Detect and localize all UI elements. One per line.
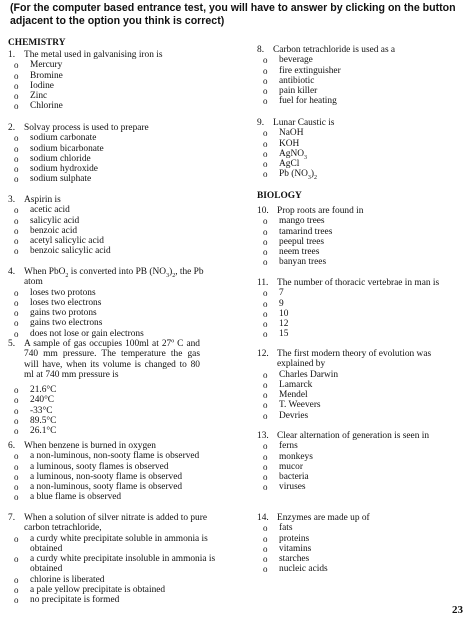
option-item[interactable]: o fats — [263, 523, 293, 534]
option-item[interactable]: o fuel for heating — [263, 96, 337, 107]
question-stem: Lunar Caustic is — [273, 118, 335, 128]
option-bullet-icon[interactable]: o — [14, 405, 19, 416]
question-number: 5. — [8, 339, 16, 349]
option-bullet-icon[interactable]: o — [263, 533, 268, 544]
option-item[interactable]: o 15 — [263, 329, 289, 340]
options-list — [8, 385, 218, 436]
question-8 — [257, 45, 469, 107]
question-stem: Prop roots are found in — [277, 206, 364, 216]
options-list — [257, 523, 469, 574]
option-item[interactable]: o NaOH — [263, 128, 304, 139]
option-item[interactable]: o a non-luminous, non-sooty flame is observed — [14, 451, 200, 462]
option-item[interactable]: o 26.1°C — [14, 426, 57, 437]
option-bullet-icon[interactable]: o — [263, 451, 268, 462]
option-bullet-icon[interactable]: o — [14, 585, 19, 596]
option-item[interactable]: o sodium bicarbonate — [14, 143, 104, 154]
option-bullet-icon[interactable]: o — [263, 461, 268, 472]
option-bullet-icon[interactable]: o — [14, 60, 19, 71]
option-item[interactable]: o sodium carbonate — [14, 133, 97, 144]
option-bullet-icon[interactable]: o — [14, 133, 19, 144]
option-item[interactable]: o 7 — [263, 288, 284, 299]
question-number: 4. — [8, 267, 16, 277]
option-item[interactable]: o Mercury — [14, 60, 63, 71]
question-stem: When a solution of silver nitrate is added to pure carbon tetrachloride, — [24, 513, 208, 534]
option-bullet-icon[interactable]: o — [14, 328, 19, 339]
option-item[interactable]: o Pb $(NO_3)_2$ — [263, 169, 318, 182]
option-item[interactable]: o -33°C — [14, 405, 53, 416]
option-item[interactable]: o Mendel — [263, 390, 308, 401]
options-list — [8, 205, 218, 256]
option-bullet-icon[interactable]: o — [14, 471, 19, 482]
option-bullet-icon[interactable]: o — [14, 174, 19, 185]
option-item[interactable]: o banyan trees — [263, 257, 327, 268]
option-bullet-icon[interactable]: o — [14, 533, 19, 544]
option-item[interactable]: o bacteria — [263, 472, 309, 483]
option-item[interactable]: o AgCl — [263, 159, 300, 170]
option-item[interactable]: o ferns — [263, 441, 298, 452]
question-stem: Clear alternation of generation is seen in — [277, 431, 430, 441]
option-item[interactable]: o salicylic acid — [14, 215, 80, 226]
option-item[interactable]: o 12 — [263, 319, 289, 330]
question-number: 3. — [8, 195, 16, 205]
question-stem: A sample of gas occupies 100ml at 27º C and 740 mm pressure. The temperature the gas will have, when its volume is changed to 80 ml at 740 mm pressure is — [24, 339, 200, 380]
option-bullet-icon[interactable]: o — [14, 70, 19, 81]
option-bullet-icon[interactable]: o — [263, 390, 268, 401]
option-item[interactable]: o does not lose or gain electrons — [14, 328, 144, 339]
option-bullet-icon[interactable]: o — [14, 426, 19, 437]
option-item[interactable]: o benzoic salicylic acid — [14, 246, 111, 257]
option-bullet-icon[interactable]: o — [263, 247, 268, 258]
options-list — [257, 128, 469, 182]
option-bullet-icon[interactable]: o — [263, 55, 268, 66]
question-4 — [8, 267, 218, 339]
option-item[interactable]: o Bromine — [14, 70, 63, 81]
question-stem: When benzene is burned in oxygen — [24, 441, 156, 451]
option-item[interactable]: o mango trees — [263, 216, 325, 227]
option-item[interactable]: o fire extinguisher — [263, 65, 341, 76]
option-item[interactable]: o neem trees — [263, 247, 320, 258]
option-bullet-icon[interactable]: o — [263, 86, 268, 97]
option-bullet-icon[interactable]: o — [263, 169, 268, 180]
option-bullet-icon[interactable]: o — [14, 153, 19, 164]
option-item[interactable]: o KOH — [263, 138, 300, 149]
page-number: 23 — [452, 604, 463, 616]
question-stem: Solvay process is used to prepare — [24, 123, 149, 133]
option-item[interactable]: o Chlorine — [14, 101, 63, 112]
option-bullet-icon[interactable]: o — [263, 236, 268, 247]
option-item[interactable]: o acetyl salicylic acid — [14, 236, 104, 247]
question-stem: The first modern theory of evolution was explained by — [277, 349, 432, 370]
question-stem: Carbon tetrachloride is used as a — [273, 45, 396, 55]
options-list — [8, 534, 218, 606]
option-item[interactable]: o no precipitate is formed — [14, 595, 120, 606]
option-bullet-icon[interactable]: o — [263, 308, 268, 319]
question-number: 12. — [257, 349, 269, 359]
question-13 — [257, 431, 469, 493]
option-bullet-icon[interactable]: o — [14, 461, 19, 472]
option-bullet-icon[interactable]: o — [263, 96, 268, 107]
options-list — [8, 133, 218, 184]
option-item[interactable]: o beverage — [263, 55, 313, 66]
option-bullet-icon[interactable]: o — [263, 482, 268, 493]
option-bullet-icon[interactable]: o — [263, 159, 268, 170]
options-list — [8, 288, 218, 339]
option-bullet-icon[interactable]: o — [263, 523, 268, 534]
option-bullet-icon[interactable]: o — [263, 369, 268, 380]
option-item[interactable]: o a curdy white precipitate soluble in ammonia is obtained — [14, 533, 208, 554]
option-item[interactable]: o vitamins — [263, 543, 312, 554]
option-item[interactable]: o 9 — [263, 298, 284, 309]
option-item[interactable]: o pain killer — [263, 86, 318, 97]
option-bullet-icon[interactable]: o — [263, 257, 268, 268]
option-item[interactable]: o gains two electrons — [14, 318, 103, 329]
option-bullet-icon[interactable]: o — [263, 554, 268, 565]
option-item[interactable]: o acetic acid — [14, 205, 70, 216]
question-number: 1. — [8, 50, 16, 60]
question-11 — [257, 278, 469, 340]
question-6 — [8, 441, 218, 503]
option-bullet-icon[interactable]: o — [263, 138, 268, 149]
option-bullet-icon[interactable]: o — [14, 236, 19, 247]
option-bullet-icon[interactable]: o — [14, 574, 19, 585]
option-item[interactable]: o loses two electrons — [14, 297, 102, 308]
option-item[interactable]: o 89.5°C — [14, 416, 57, 427]
question-number: 13. — [257, 431, 269, 441]
option-bullet-icon[interactable]: o — [14, 80, 19, 91]
question-number: 9. — [257, 118, 265, 128]
question-stem: When PbO$_2$ is converted into PB $(NO_3)_2$, the Pb atom — [24, 267, 204, 288]
option-bullet-icon[interactable]: o — [14, 385, 19, 396]
options-list — [257, 288, 469, 339]
question-stem: Enzymes are made up of — [277, 513, 370, 523]
option-item[interactable]: o 240°C — [14, 395, 55, 406]
option-bullet-icon[interactable]: o — [14, 246, 19, 257]
question-stem: The metal used in galvanising iron is — [24, 50, 163, 60]
question-9 — [257, 118, 469, 180]
option-item[interactable]: o a blue flame is observed — [14, 492, 122, 503]
option-item[interactable]: o sodium hydroxide — [14, 164, 98, 175]
question-3 — [8, 195, 218, 257]
options-list — [257, 216, 469, 267]
question-5 — [8, 339, 218, 437]
option-bullet-icon[interactable]: o — [14, 225, 19, 236]
question-number: 14. — [257, 513, 269, 523]
option-item[interactable]: o AgNO$_3$ — [263, 148, 307, 161]
option-item[interactable]: o a pale yellow precipitate is obtained — [14, 585, 166, 596]
options-list — [257, 441, 469, 492]
option-item[interactable]: o benzoic acid — [14, 225, 78, 236]
option-item[interactable]: o sodium chloride — [14, 153, 91, 164]
section-title-biology: BIOLOGY — [257, 191, 302, 201]
option-bullet-icon[interactable]: o — [263, 216, 268, 227]
option-bullet-icon[interactable]: o — [263, 148, 268, 159]
question-stem: Aspirin is — [24, 195, 61, 205]
option-item[interactable]: o 10 — [263, 308, 289, 319]
question-12 — [257, 349, 469, 421]
option-bullet-icon[interactable]: o — [14, 205, 19, 216]
question-number: 8. — [257, 45, 265, 55]
option-item[interactable]: o chlorine is liberated — [14, 574, 105, 585]
question-14 — [257, 513, 469, 575]
option-bullet-icon[interactable]: o — [14, 215, 19, 226]
option-bullet-icon[interactable]: o — [14, 297, 19, 308]
section-title-chemistry: CHEMISTRY — [8, 38, 66, 48]
option-item[interactable]: o Iodine — [14, 80, 54, 91]
question-1 — [8, 50, 218, 112]
option-item[interactable]: o 21.6°C — [14, 385, 57, 396]
option-bullet-icon[interactable]: o — [14, 595, 19, 606]
option-item[interactable]: o T. Weevers — [263, 400, 321, 411]
option-bullet-icon[interactable]: o — [263, 288, 268, 299]
option-item[interactable]: o viruses — [263, 482, 306, 493]
option-bullet-icon[interactable]: o — [14, 91, 19, 102]
option-bullet-icon[interactable]: o — [14, 287, 19, 298]
option-item[interactable]: o a curdy white precipitate insoluble in ammonia is obtained — [14, 554, 216, 575]
option-bullet-icon[interactable]: o — [14, 308, 19, 319]
option-item[interactable]: o antibiotic — [263, 75, 315, 86]
option-bullet-icon[interactable]: o — [263, 298, 268, 309]
question-stem: The number of thoracic vertebrae in man is — [277, 278, 440, 288]
question-number: 10. — [257, 206, 269, 216]
option-bullet-icon[interactable]: o — [263, 75, 268, 86]
options-list — [8, 451, 218, 502]
option-item[interactable]: o loses two protons — [14, 287, 96, 298]
question-number: 7. — [8, 513, 16, 523]
option-item[interactable]: o Devries — [263, 410, 309, 421]
option-bullet-icon[interactable]: o — [263, 226, 268, 237]
option-bullet-icon[interactable]: o — [14, 101, 19, 112]
question-number: 2. — [8, 123, 16, 133]
option-item[interactable]: o proteins — [263, 533, 310, 544]
option-bullet-icon[interactable]: o — [263, 543, 268, 554]
option-bullet-icon[interactable]: o — [14, 416, 19, 427]
options-list — [8, 60, 218, 111]
option-bullet-icon[interactable]: o — [263, 472, 268, 483]
option-item[interactable]: o Lamarck — [263, 379, 313, 390]
option-bullet-icon[interactable]: o — [263, 379, 268, 390]
question-number: 6. — [8, 441, 16, 451]
question-7 — [8, 513, 218, 606]
option-bullet-icon[interactable]: o — [263, 564, 268, 575]
option-bullet-icon[interactable]: o — [263, 329, 268, 340]
option-bullet-icon[interactable]: o — [263, 319, 268, 330]
option-item[interactable]: o monkeys — [263, 451, 313, 462]
option-item[interactable]: o gains two protons — [14, 308, 97, 319]
option-bullet-icon[interactable]: o — [14, 164, 19, 175]
option-bullet-icon[interactable]: o — [14, 395, 19, 406]
option-item[interactable]: o tamarind trees — [263, 226, 333, 237]
option-bullet-icon[interactable]: o — [14, 554, 19, 565]
option-item[interactable]: o peepul trees — [263, 236, 325, 247]
option-bullet-icon[interactable]: o — [14, 482, 19, 493]
option-bullet-icon[interactable]: o — [14, 451, 19, 462]
question-number: 11. — [257, 278, 269, 288]
option-bullet-icon[interactable]: o — [14, 318, 19, 329]
question-2 — [8, 123, 218, 185]
option-item[interactable]: o Zinc — [14, 91, 48, 102]
option-bullet-icon[interactable]: o — [14, 143, 19, 154]
option-bullet-icon[interactable]: o — [14, 492, 19, 503]
option-bullet-icon[interactable]: o — [263, 65, 268, 76]
option-bullet-icon[interactable]: o — [263, 128, 268, 139]
option-bullet-icon[interactable]: o — [263, 400, 268, 411]
option-bullet-icon[interactable]: o — [263, 441, 268, 452]
question-10 — [257, 206, 469, 268]
option-item[interactable]: o a luminous, non-sooty flame is observed — [14, 471, 183, 482]
option-item[interactable]: o starches — [263, 554, 310, 565]
option-item[interactable]: o a non-luminous, sooty flame is observed — [14, 482, 183, 493]
options-list — [257, 55, 469, 106]
option-item[interactable]: o a luminous, sooty flames is observed — [14, 461, 169, 472]
option-item[interactable]: o sodium sulphate — [14, 174, 92, 185]
option-item[interactable]: o Charles Darwin — [263, 369, 339, 380]
option-item[interactable]: o nucleic acids — [263, 564, 328, 575]
option-item[interactable]: o mucor — [263, 461, 303, 472]
option-bullet-icon[interactable]: o — [263, 410, 268, 421]
options-list — [257, 370, 469, 421]
instructions-header: (For the computer based entrance test, you will have to answer by clicking on the button adjacent to the option you think is correct) — [10, 2, 456, 27]
